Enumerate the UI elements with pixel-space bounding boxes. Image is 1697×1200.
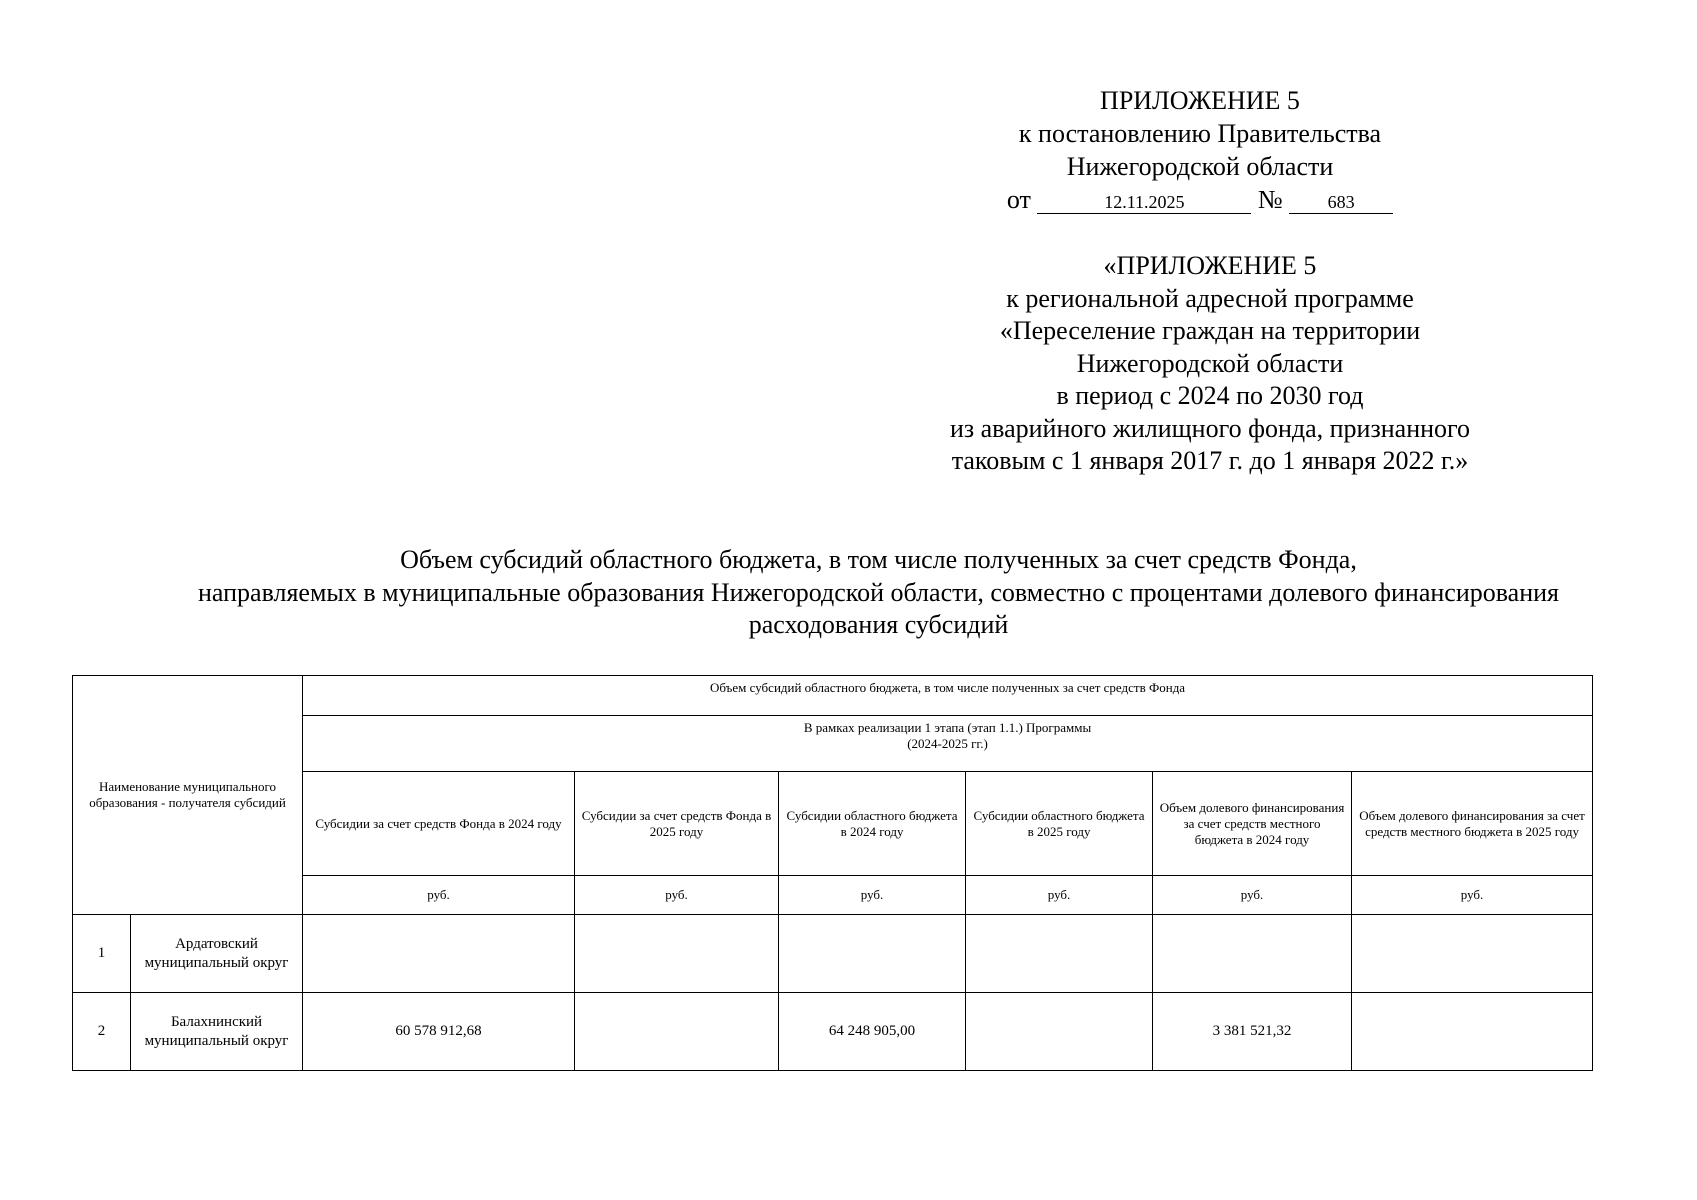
row-value: 60 578 912,68 [303, 993, 575, 1071]
program-appendix [900, 250, 1520, 478]
appendix-title: ПРИЛОЖЕНИЕ 5 [1100, 86, 1300, 115]
program-line: Нижегородской области [1076, 348, 1344, 378]
appendix-line-2: к постановлению Правительства [1018, 119, 1382, 148]
program-line: «ПРИЛОЖЕНИЕ 5 [1103, 251, 1317, 280]
stage-header-line-2: (2024-2025 гг.) [907, 736, 988, 751]
municipality-name-header: Наименование муниципального образования - получателя субсидий [73, 676, 303, 915]
appendix-header [920, 84, 1480, 216]
column-header: Субсидии областного бюджета в 2024 году [779, 772, 966, 876]
table-row [73, 993, 1593, 1071]
row-number: 1 [73, 915, 131, 993]
row-value [1153, 915, 1352, 993]
number-label: № [1257, 185, 1283, 214]
from-label: от [1006, 185, 1031, 214]
stage-header [303, 716, 1593, 772]
unit-label: руб. [779, 876, 966, 915]
appendix-date: 12.11.2025 [1037, 191, 1251, 214]
row-value [575, 915, 779, 993]
column-header: Субсидии за счет средств Фонда в 2024 году [303, 772, 575, 876]
row-value [575, 993, 779, 1071]
program-line: таковым с 1 января 2017 г. до 1 января 2022 г.» [951, 446, 1469, 475]
municipality-name: Балахнинский муниципальный округ [131, 993, 303, 1071]
row-value [966, 993, 1153, 1071]
table-row [73, 915, 1593, 993]
title-line: Объем субсидий областного бюджета, в том числе полученных за счет средств Фонда, [400, 545, 1357, 574]
municipality-name: Ардатовский муниципальный округ [131, 915, 303, 993]
title-line: направляемых в муниципальные образования Нижегородской области, совместно с процентами долевого финансирования [198, 577, 1559, 607]
row-value [1352, 993, 1593, 1071]
unit-label: руб. [1153, 876, 1352, 915]
row-value: 3 381 521,32 [1153, 993, 1352, 1071]
unit-label: руб. [966, 876, 1153, 915]
column-header: Объем долевого финансирования за счет средств местного бюджета в 2024 году [1153, 772, 1352, 876]
row-value [303, 915, 575, 993]
appendix-number: 683 [1289, 191, 1393, 214]
column-header: Субсидии областного бюджета в 2025 году [966, 772, 1153, 876]
row-value [1352, 915, 1593, 993]
unit-label: руб. [1352, 876, 1593, 915]
unit-label: руб. [303, 876, 575, 915]
column-header: Объем долевого финансирования за счет средств местного бюджета в 2025 году [1352, 772, 1593, 876]
title-line: расходования субсидий [748, 610, 1009, 639]
unit-label: руб. [575, 876, 779, 915]
header-row-group [73, 676, 1593, 716]
appendix-date-line [920, 183, 1480, 216]
row-value: 64 248 905,00 [779, 993, 966, 1071]
appendix-line-3: Нижегородской области [1066, 152, 1334, 181]
column-header: Субсидии за счет средств Фонда в 2025 году [575, 772, 779, 876]
document-title [60, 544, 1697, 642]
subsidy-table [72, 675, 1593, 1071]
program-line: к региональной адресной программе [1006, 283, 1414, 313]
program-line: из аварийного жилищного фонда, признанного [949, 413, 1471, 443]
group-header: Объем субсидий областного бюджета, в том числе полученных за счет средств Фонда [303, 676, 1593, 716]
row-value [779, 915, 966, 993]
row-number: 2 [73, 993, 131, 1071]
program-line: «Переселение граждан на территории [999, 316, 1421, 345]
row-value [966, 915, 1153, 993]
program-line: в период с 2024 по 2030 год [1056, 381, 1364, 410]
stage-header-line-1: В рамках реализации 1 этапа (этап 1.1.) Программы [803, 720, 1092, 735]
